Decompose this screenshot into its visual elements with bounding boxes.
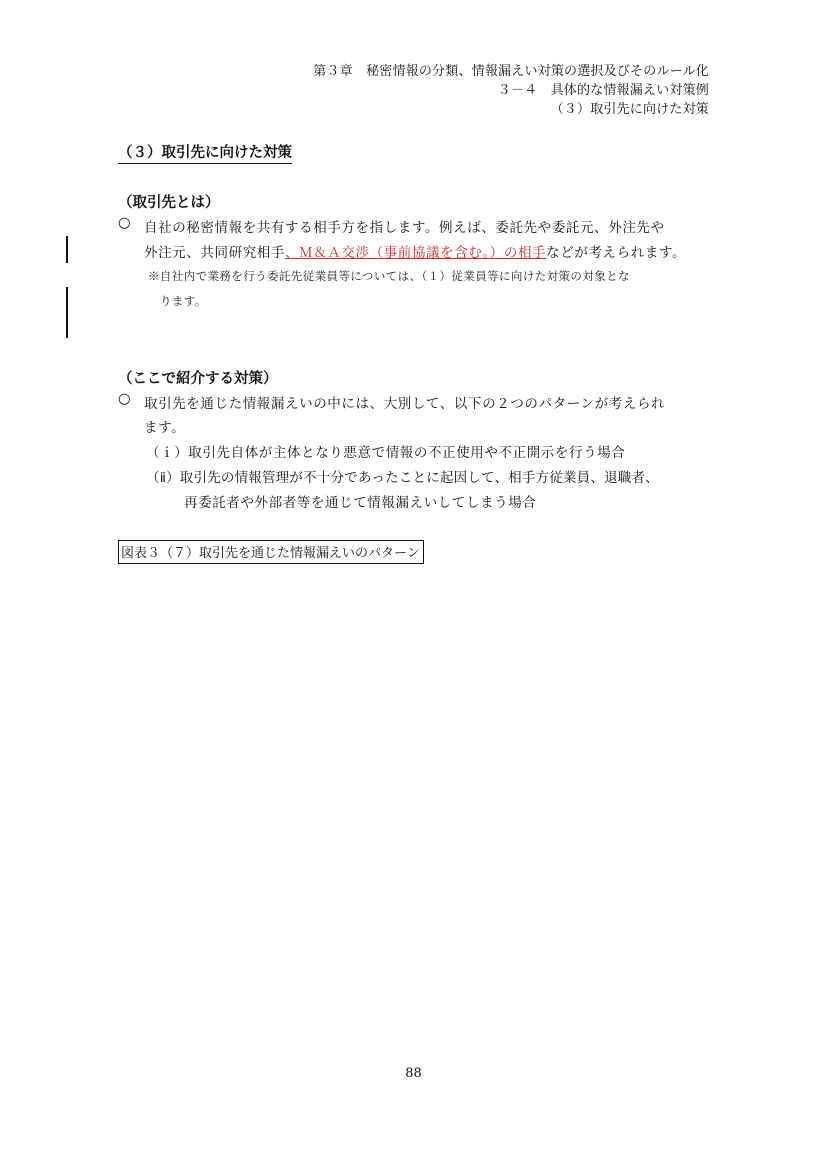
revised-text: 、Ｍ＆Ａ交渉（事前協議を含む。）の相手 (285, 245, 547, 261)
about-line-1: 自社の秘密情報を共有する相手方を指します。例えば、委託先や委託元、外注先や (144, 220, 665, 236)
bullet-icon: ○ (118, 215, 131, 231)
measures-line-1: 取引先を通じた情報漏えいの中には、大別して、以下の２つのパターンが考えられ (144, 396, 666, 412)
revision-bar-2 (66, 287, 68, 338)
about-heading: （取引先とは） (118, 195, 220, 211)
note-line-2: ります。 (160, 294, 207, 308)
pattern-item-2-line-1: （ⅱ）取引先の情報管理が不十分であったことに起因して、相手方従業員、退職者、 (146, 470, 659, 486)
about-line-2b: などが考えられます。 (546, 245, 687, 261)
pattern-item-1: （ｉ）取引先自体が主体となり悪意で情報の不正使用や不正開示を行う場合 (146, 445, 626, 461)
section-title: （３）取引先に向けた対策 (118, 141, 292, 164)
measures-line-2: ます。 (144, 420, 186, 436)
figure-caption: 図表３（７）取引先を通じた情報漏えいのパターン (118, 540, 424, 564)
chapter-header: 第３章 秘密情報の分類、情報漏えい対策の選択及びそのルール化 (313, 64, 709, 79)
bullet-icon: ○ (118, 391, 131, 407)
about-line-2 (144, 241, 686, 261)
subsection-header: （３）取引先に向けた対策 (550, 102, 709, 117)
revision-bar-1 (66, 236, 68, 263)
about-line-2a: 外注元、共同研究相手 (144, 245, 285, 261)
section-header: ３－４ 具体的な情報漏えい対策例 (497, 83, 709, 98)
pattern-item-2-line-2: 再委託者や外部者等を通じて情報漏えいしてしまう場合 (184, 495, 537, 511)
measures-heading: （ここで紹介する対策） (118, 371, 278, 387)
page-number: 88 (405, 1066, 422, 1081)
note-line-1: ※自社内で業務を行う委託先従業員等については、（１）従業員等に向けた対策の対象とな (148, 269, 630, 283)
